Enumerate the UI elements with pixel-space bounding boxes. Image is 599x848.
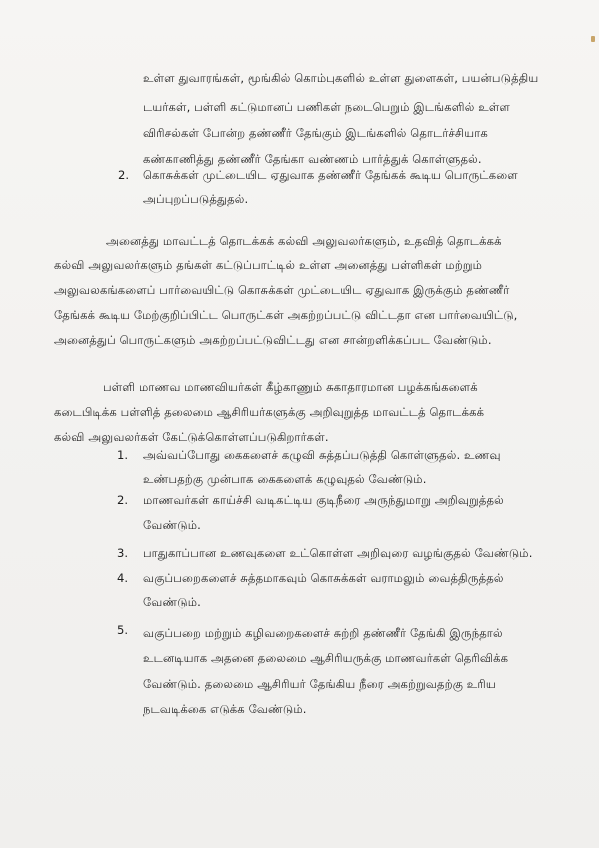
list-item-text-line: டயர்கள், பள்ளி கட்டுமானப் பணிகள் நடைபெறும் இடங்களில் உள்ள (143, 100, 510, 114)
paragraph-line: தேங்கக் கூடிய மேற்குறிப்பிட்ட பொருட்கள் அகற்றப்பட்டு விட்டதா என பார்வையிட்டு, (54, 308, 518, 322)
habit-text-line: வேண்டும். (143, 595, 201, 609)
habit-text-line: அவ்வப்போது கைகளைச் கழுவி சுத்தப்படுத்தி கொள்ளுதல். உணவு (143, 448, 501, 462)
paragraph-line: அனைத்து மாவட்டத் தொடக்கக் கல்வி அலுவலர்களும், உதவித் தொடக்கக் (106, 234, 502, 248)
paragraph-line: அனைத்துப் பொருட்களும் அகற்றப்பட்டுவிட்டது என சான்றளிக்கப்பட வேண்டும். (54, 333, 492, 347)
paragraph-line: அலுவலகங்களைப் பார்வையிட்டு கொசுக்கள் முட்டையிட ஏதுவாக இருக்கும் தண்ணீர் (54, 283, 510, 297)
list-number: 5. (117, 623, 129, 637)
habit-text-line: உடனடியாக அதனை தலைமை ஆசிரியருக்கு மாணவர்கள் தெரிவிக்க (143, 651, 509, 665)
paragraph-line: கல்வி அலுவலர்கள் கேட்டுக்கொள்ளப்படுகிறார்கள். (54, 430, 329, 444)
habit-text-line: நடவடிக்கை எடுக்க வேண்டும். (143, 702, 307, 716)
habit-text-line: பாதுகாப்பான உணவுகளை உட்கொள்ள அறிவுரை வழங்குதல் வேண்டும். (143, 546, 533, 560)
paragraph-line: கல்வி அலுவலர்களும் தங்கள் கட்டுப்பாட்டில் உள்ள அனைத்து பள்ளிகள் மற்றும் (54, 258, 483, 272)
list-number: 1. (117, 448, 129, 462)
list-number: 2. (118, 168, 130, 182)
habit-text-line: வேண்டும். தலைமை ஆசிரியர் தேங்கிய நீரை அகற்றுவதற்கு உரிய (143, 677, 496, 691)
habit-text-line: வகுப்பறை மற்றும் கழிவறைகளைச் சுற்றி தண்ணீர் தேங்கி இருந்தால் (143, 626, 503, 640)
list-item-text-line: கொசுக்கள் முட்டையிட ஏதுவாக தண்ணீர் தேங்கக் கூடிய பொருட்களை (143, 168, 518, 182)
page-edge-mark (591, 36, 595, 42)
list-item-text-line: கண்காணித்து தண்ணீர் தேங்கா வண்ணம் பார்த்துக் கொள்ளுதல். (143, 152, 482, 166)
list-number: 3. (117, 546, 129, 560)
list-item-text-line: விரிசல்கள் போன்ற தண்ணீர் தேங்கும் இடங்களில் தொடர்ச்சியாக (143, 126, 488, 140)
habit-text-line: வகுப்பறைகளைச் சுத்தமாகவும் கொசுக்கள் வராமலும் வைத்திருத்தல் (143, 571, 504, 585)
paragraph-line: கடைபிடிக்க பள்ளித் தலைமை ஆசிரியர்களுக்கு அறிவுறுத்த மாவட்டத் தொடக்கக் (54, 405, 485, 419)
list-item-text-line: அப்புறப்படுத்துதல். (143, 192, 249, 206)
habit-text-line: உண்பதற்கு முன்பாக கைகளைக் கழுவுதல் வேண்டும். (143, 472, 427, 486)
list-number: 2. (117, 493, 129, 507)
habit-text-line: மாணவர்கள் காய்ச்சி வடிகட்டிய குடிநீரை அருந்துமாறு அறிவுறுத்தல் (143, 493, 504, 507)
list-item-text-line: உள்ள துவாரங்கள், மூங்கில் கொம்புகளில் உள்ள துளைகள், பயன்படுத்திய (143, 71, 539, 85)
paragraph-line: பள்ளி மாணவ மாணவியர்கள் கீழ்காணும் சுகாதாரமான பழக்கங்களைக் (103, 380, 478, 394)
list-number: 4. (117, 571, 129, 585)
habit-text-line: வேண்டும். (143, 518, 201, 532)
